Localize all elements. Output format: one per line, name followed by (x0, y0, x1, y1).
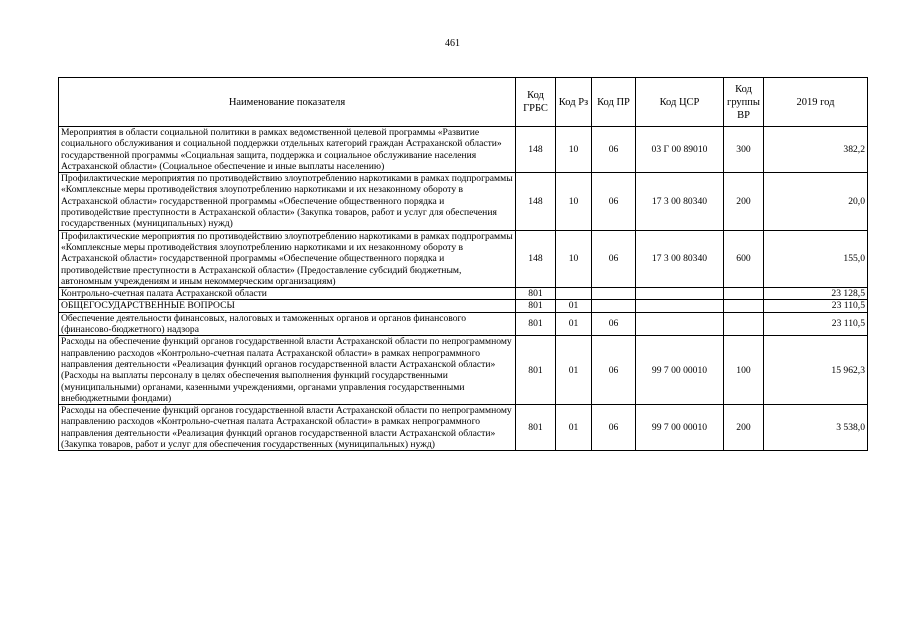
row-value: 382,2 (764, 127, 868, 173)
row-rz: 10 (556, 230, 592, 287)
row-csr: 99 7 00 00010 (636, 336, 724, 405)
row-value: 23 110,5 (764, 300, 868, 312)
row-grbs: 148 (516, 173, 556, 230)
row-name: Профилактические мероприятия по противодействию злоупотреблению наркотиками в рамках подпрограммы «Комплексные меры противодействия злоупотреблению наркотиками и их незаконному обороту в Астраханской области» государственной программы «Обеспечение общественного порядка и противодействие преступности в Астраханской области» (Предоставление субсидий бюджетным, автономным учреждениям и иным некоммерческим организациям) (59, 230, 516, 287)
row-csr (636, 312, 724, 336)
row-rz: 10 (556, 173, 592, 230)
row-csr: 17 3 00 80340 (636, 173, 724, 230)
row-vr (724, 312, 764, 336)
table-row (59, 288, 868, 300)
header-year: 2019 год (764, 78, 868, 127)
row-name: Расходы на обеспечение функций органов государственной власти Астраханской области по непрограммному направлению расходов «Контрольно-счетная палата Астраханской области» в рамках непрограммного направления деятельности «Реализация функций органов государственной власти Астраханской области» (Расходы на выплаты персоналу в целях обеспечения выполнения функций государственными (муниципальными) органами, казенными учреждениями, органами управления государственными внебюджетными фондами) (59, 336, 516, 405)
row-grbs: 148 (516, 127, 556, 173)
row-vr: 200 (724, 405, 764, 451)
row-rz: 01 (556, 300, 592, 312)
row-pr: 06 (592, 173, 636, 230)
row-grbs: 801 (516, 336, 556, 405)
row-grbs: 801 (516, 288, 556, 300)
row-name: ОБЩЕГОСУДАРСТВЕННЫЕ ВОПРОСЫ (59, 300, 516, 312)
row-csr: 03 Г 00 89010 (636, 127, 724, 173)
header-rz: Код Рз (556, 78, 592, 127)
page-number: 461 (445, 38, 460, 49)
header-vr: Код группы ВР (724, 78, 764, 127)
row-pr: 06 (592, 230, 636, 287)
row-rz (556, 288, 592, 300)
row-vr: 200 (724, 173, 764, 230)
table-row (59, 127, 868, 173)
row-pr: 06 (592, 336, 636, 405)
row-pr (592, 300, 636, 312)
row-rz: 01 (556, 405, 592, 451)
row-value: 15 962,3 (764, 336, 868, 405)
row-csr (636, 288, 724, 300)
row-vr: 100 (724, 336, 764, 405)
row-grbs: 801 (516, 405, 556, 451)
row-value: 155,0 (764, 230, 868, 287)
header-name: Наименование показателя (59, 78, 516, 127)
row-csr (636, 300, 724, 312)
row-pr: 06 (592, 127, 636, 173)
table-row (59, 405, 868, 451)
row-vr (724, 288, 764, 300)
row-grbs: 801 (516, 312, 556, 336)
row-name: Расходы на обеспечение функций органов государственной власти Астраханской области по непрограммному направлению расходов «Контрольно-счетная палата Астраханской области» в рамках непрограммного направления деятельности «Реализация функций органов государственной власти Астраханской области» (Закупка товаров, работ и услуг для обеспечения государственных (муниципальных) нужд) (59, 405, 516, 451)
row-name: Мероприятия в области социальной политики в рамках ведомственной целевой программы «Развитие социального обслуживания и социальной поддержки отдельных категорий граждан Астраханской области» государственной программы «Социальная защита, поддержка и социальное обслуживание населения Астраханской области» (Социальное обеспечение и иные выплаты населению) (59, 127, 516, 173)
row-pr: 06 (592, 405, 636, 451)
row-name: Обеспечение деятельности финансовых, налоговых и таможенных органов и органов финансового (финансово-бюджетного) надзора (59, 312, 516, 336)
table-row (59, 230, 868, 287)
row-grbs: 801 (516, 300, 556, 312)
row-value: 3 538,0 (764, 405, 868, 451)
table-header-row (59, 78, 868, 127)
header-csr: Код ЦСР (636, 78, 724, 127)
row-vr (724, 300, 764, 312)
table-row (59, 312, 868, 336)
table-row (59, 173, 868, 230)
row-value: 20,0 (764, 173, 868, 230)
row-csr: 99 7 00 00010 (636, 405, 724, 451)
row-rz: 01 (556, 336, 592, 405)
table-row (59, 300, 868, 312)
row-csr: 17 3 00 80340 (636, 230, 724, 287)
budget-table (58, 77, 868, 451)
row-vr: 300 (724, 127, 764, 173)
row-pr (592, 288, 636, 300)
row-rz: 10 (556, 127, 592, 173)
row-value: 23 110,5 (764, 312, 868, 336)
row-name: Контрольно-счетная палата Астраханской области (59, 288, 516, 300)
row-rz: 01 (556, 312, 592, 336)
row-name: Профилактические мероприятия по противодействию злоупотреблению наркотиками в рамках подпрограммы «Комплексные меры противодействия злоупотреблению наркотиками и их незаконному обороту в Астраханской области» государственной программы «Обеспечение общественного порядка и противодействие преступности в Астраханской области» (Закупка товаров, работ и услуг для обеспечения государственных (муниципальных) нужд) (59, 173, 516, 230)
row-vr: 600 (724, 230, 764, 287)
header-pr: Код ПР (592, 78, 636, 127)
row-grbs: 148 (516, 230, 556, 287)
table-row (59, 336, 868, 405)
header-grbs: Код ГРБС (516, 78, 556, 127)
row-value: 23 128,5 (764, 288, 868, 300)
row-pr: 06 (592, 312, 636, 336)
